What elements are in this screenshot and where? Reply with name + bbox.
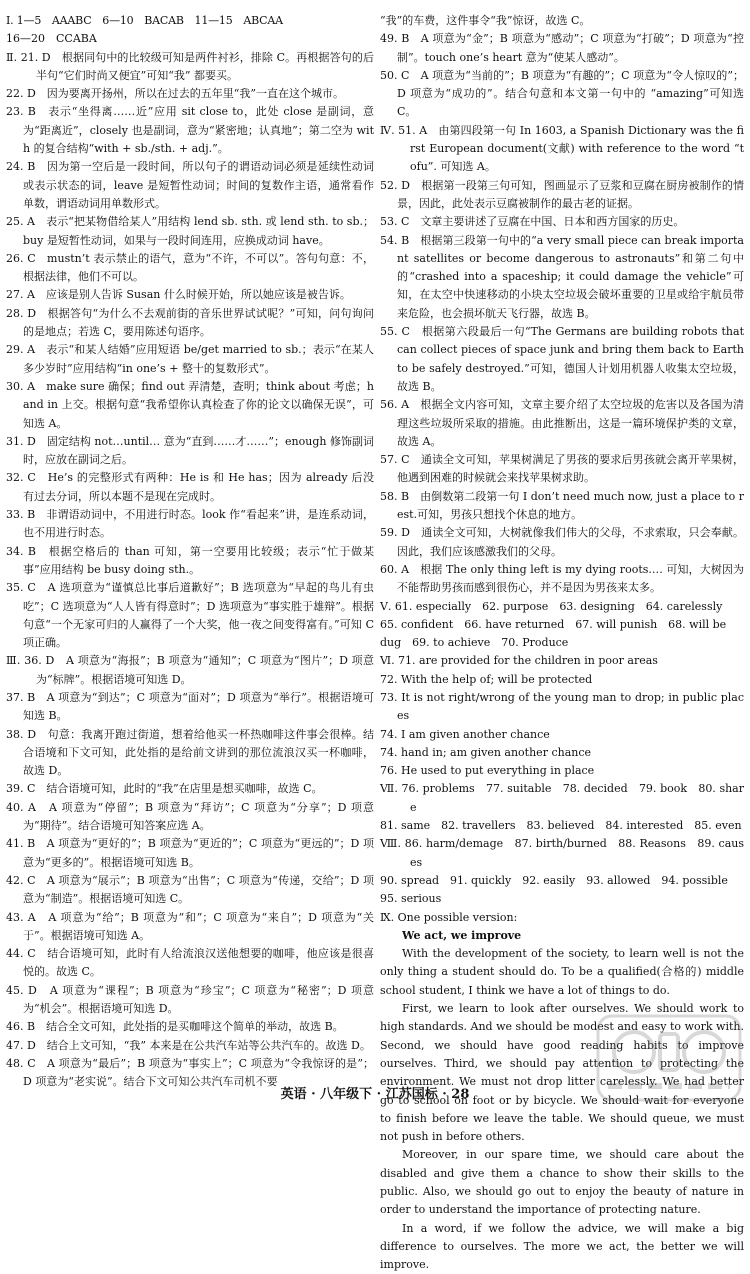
answer-block: 58. B 由倒数第二段第一句 I don’t need much now, just a place to rest.可知，男孩只想找个休息的地方。 <box>380 489 744 522</box>
answer-block: 45. D A 项意为“课程”；B 项意为“珍宝”；C 项意为“秘密”；D 项意为“机会”。根据语境可知选 D。 <box>6 983 374 1016</box>
answer-block: 60. A 根据 The only thing left is my dying roots.… 可知，大树因为不能帮助男孩而感到很伤心，并不是因为男孩来太多。 <box>380 562 744 595</box>
answer-block: 23. B 表示“坐得离……近”应用 sit close to，此处 close 是副词，意为“距离近”，closely 也是副词，意为“紧密地；认真地”；第二空为 with 的复合结构“with + sb./sth. + adj.”。 <box>6 105 374 156</box>
page-footer: 英语 · 八年级下 · 江苏国标 · 28 <box>280 1087 470 1102</box>
answer-block: 59. D 通读全文可知，大树就像我们伟大的父母，不求索取，只会奉献。因此，我们应该感激我们的父母。 <box>380 526 744 558</box>
answer-block: 55. C 根据第六段最后一句“The Germans are building robots that can collect pieces of space junk and bring them back to Earth to be safely destroyed.”可知，德国人计划用机器人收集太空垃圾，故选 B。 <box>380 325 744 393</box>
answer-block: 65. confident 66. have returned 67. will punish 68. will be <box>380 617 727 631</box>
answer-block: Ⅱ. 21. D 根据同句中的比较级可知是两件衬衫，排除 C。再根据答句的后半句“它们时尚又便宜”可知“我” 都要买。 <box>6 50 374 82</box>
answer-block: 25. A 表示“把某物借给某人”用结构 lend sb. sth. 或 lend sth. to sb.；buy 是短暂性动词，如果与一段时间连用，应换成动词 have。 <box>6 215 374 247</box>
answer-block: Ⅸ. One possible version: <box>380 910 518 924</box>
essay-paragraph: First, we learn to look after ourselves. We should work to high standards. And we should be modest and easy to work with. Second, we should have good reading habits to improve ourselves. Third, we should pay attention to protecting the environment. We must not drop litter carelessly. We had better go to school on foot or by bicycle. We should wait for everyone to finish before we leave the table. We should queue, we must not push in before others. <box>380 1002 744 1144</box>
answer-block: 16—20 CCABA <box>6 32 97 46</box>
answer-block: 26. C mustn’t 表示禁止的语气，意为“不许，不可以”。答句句意：不，根据法律，他们不可以。 <box>6 251 374 284</box>
answer-block: 57. C 通读全文可知，苹果树满足了男孩的要求后男孩就会离开苹果树，他遇到困难的时候就会来找苹果树求助。 <box>380 453 744 485</box>
answer-block: 50. C A 项意为“当前的”；B 项意为“有趣的”；C 项意为“令人惊叹的”；D 项意为“成功的”。结合句意和本文第一句中的 “amazing”可知选 C。 <box>380 68 744 119</box>
answer-block: 73. It is not right/wrong of the young man to drop; in public places <box>380 690 744 723</box>
essay-paragraph: Moreover, in our spare time, we should care about the disabled and give them a chance to show their skills to the public. Also, we should go out to enjoy the beauty of nature in order to understand the importance of protecting nature. <box>380 1148 744 1217</box>
answer-block: 95. serious <box>380 892 442 906</box>
answer-block: 48. C A 项意为“最后”；B 项意为“事实上”；C 项意为“令我惊讶的是”；D 项意为“老实说”。结合下文可知公共汽车司机不要 <box>6 1056 374 1089</box>
answer-block: 46. B 结合全文可知，此处指的是买咖啡这个简单的举动，故选 B。 <box>6 1020 344 1034</box>
answer-block: 52. D 根据第一段第三句可知，图画显示了豆浆和豆腐在厨房被制作的情景，因此，此处表示豆腐被制作的最古老的证据。 <box>380 178 744 210</box>
answer-block: 29. A 表示“和某人结婚”应用短语 be/get married to sb.；表示“在某人多少岁时”应用结构“in one’s + 整十的复数形式”。 <box>6 343 374 375</box>
left-column <box>6 12 374 1092</box>
answer-block: Ⅲ. 36. D A 项意为“海报”；B 项意为“通知”；C 项意为“图片”；D 项意为“标牌”。根据语境可知选 D。 <box>6 654 374 686</box>
answer-block: 54. B 根据第三段第一句中的“a very small piece can break important satellites or become dangerous to astronauts”和第二句中的“crashed into a spaceship; it could damage the vehicle”可知，在太空中快速移动的小块太空垃圾会破坏重要的卫星或给宇航员带来危险，也会损坏航天飞行器，故选 B。 <box>380 233 744 320</box>
answer-block: 35. C A 选项意为“谨慎总比事后道歉好”；B 选项意为“早起的鸟儿有虫吃”；C 选项意为“人人皆有得意时”；D 选项意为“事实胜于雄辩”。根据句意“一个无家可归的人赢得了一个大奖，他一夜之间变得富有。”可知 C 项正确。 <box>6 581 374 650</box>
answer-block: 90. spread 91. quickly 92. easily 93. allowed 94. possible <box>380 873 728 887</box>
answer-block: dug 69. to achieve 70. Produce <box>380 636 569 650</box>
answer-block: 49. B A 项意为“金”；B 项意为“感动”；C 项意为“打破”；D 项意为“控制”。touch one’s heart 意为“使某人感动”。 <box>380 32 744 64</box>
watermark-logo <box>594 1012 744 1104</box>
answer-block: 74. I am given another chance <box>380 727 550 741</box>
answer-block: 30. A make sure 确保；find out 弄清楚，查明；think about 考虑；hand in 上交。根据句意“我希望你认真检查了你的论文以确保无误”，可知选 A。 <box>6 379 374 430</box>
answer-block: 31. D 固定结构 not…until… 意为“直到……才……”；enough 修饰副词时，应放在副词之后。 <box>6 434 374 467</box>
answer-block: 41. B A 项意为“更好的”；B 项意为“更近的”；C 项意为“更远的”；D 项意为“更多的”。根据语境可知选 B。 <box>6 837 374 869</box>
answer-block: 76. He used to put everything in place <box>380 764 595 778</box>
answer-block: 22. D 因为要离开扬州，所以在过去的五年里“我”一直在这个城市。 <box>6 87 345 101</box>
answer-block: Ⅰ. 1—5 AAABC 6—10 BACAB 11—15 ABCAA <box>6 14 283 27</box>
answer-block: 27. A 应该是别人告诉 Susan 什么时候开始，所以她应该是被告诉。 <box>6 288 351 302</box>
answer-block: 28. D 根据答句“为什么不去观前街的音乐世界试试呢？”可知，问句询问的是地点；若选 C，要用陈述句语序。 <box>6 306 374 339</box>
answer-block: Ⅶ. 76. problems 77. suitable 78. decided 79. book 80. share <box>380 782 744 814</box>
answer-block: 44. C 结合语境可知，此时有人给流浪汉送他想要的咖啡，他应该是很喜悦的。故选 C。 <box>6 947 374 979</box>
answer-block: Ⅵ. 71. are provided for the children in poor areas <box>380 654 658 668</box>
answer-block: 37. B A 项意为“到达”；C 项意为“面对”；D 项意为“举行”。根据语境可知选 B。 <box>6 690 374 723</box>
answer-block: 56. A 根据全文内容可知，文章主要介绍了太空垃圾的危害以及各国为清理这些垃圾所采取的措施。由此推断出，这是一篇环境保护类的文章，故选 A。 <box>380 398 744 448</box>
answer-block: 42. C A 项意为“展示”；B 项意为“出售”；C 项意为“传递，交给”；D 项意为“制造”。根据语境可知选 C。 <box>6 873 374 906</box>
essay-title: We act, we improve <box>402 928 522 942</box>
answer-block: 39. C 结合语境可知，此时的“我”在店里是想买咖啡，故选 C。 <box>6 782 323 796</box>
answer-block: 32. C He’s 的完整形式有两种：He is 和 He has；因为 already 后没有过去分词，所以本题不是现在完成时。 <box>6 471 374 503</box>
answer-block: 24. B 因为第一空后是一段时间，所以句子的谓语动词必须是延续性动词或表示状态的词，leave 是短暂性动词；时间的复数作主语，通常看作单数，谓语动词用单数形式。 <box>6 160 374 210</box>
answer-block: 33. B 非谓语动词中，不用进行时态。look 作“看起来”讲，是连系动词，也不用进行时态。 <box>6 508 374 540</box>
answer-block: 43. A A 项意为“给”；B 项意为“和”；C 项意为“来自”；D 项意为“关于”。根据语境可知选 A。 <box>6 910 374 942</box>
answer-block: Ⅷ. 86. harm/demage 87. birth/burned 88. Reasons 89. causes <box>380 837 744 869</box>
answer-block: Ⅴ. 61. especially 62. purpose 63. designing 64. carelessly <box>380 599 723 613</box>
answer-block: 34. B 根据空格后的 than 可知，第一空要用比较级；表示“忙于做某事”应用结构 be busy doing sth.。 <box>6 544 374 576</box>
answer-block: 38. D 句意：我离开跑过街道，想着给他买一杯热咖啡这件事会很棒。结合语境和下文可知，此处指的是给前文讲到的那位流浪汉买一杯咖啡，故选 D。 <box>6 727 374 778</box>
answer-block: Ⅳ. 51. A 由第四段第一句 In 1603, a Spanish Dictionary was the first European document(文献) with reference to the word “tofu”. 可知选 A。 <box>380 123 744 174</box>
answer-block: 47. D 结合上文可知，“我” 本来是在公共汽车站等公共汽车的。故选 D。 <box>6 1038 371 1052</box>
answer-block: 74. hand in; am given another chance <box>380 745 592 759</box>
answer-block: 72. With the help of; will be protected <box>380 672 593 686</box>
answer-block: 40. A A 项意为“停留”；B 项意为“拜访”；C 项意为“分享”；D 项意为“期待”。结合语境可知答案应选 A。 <box>6 800 374 833</box>
answer-block: 53. C 文章主要讲述了豆腐在中国、日本和西方国家的历史。 <box>380 215 685 229</box>
answer-block: “我”的车费，这件事令“我”惊讶，故选 C。 <box>380 14 591 27</box>
essay-paragraph: With the development of the society, to learn well is not the only thing a student should do. To be a qualified(合格的) middle school student, I think we have a lot of things to do. <box>380 947 744 997</box>
answer-block: 81. same 82. travellers 83. believed 84. interested 85. even <box>380 819 742 833</box>
essay-paragraph: In a word, if we follow the advice, we will make a big difference to ourselves. The more we act, the better we will improve. <box>380 1221 744 1272</box>
